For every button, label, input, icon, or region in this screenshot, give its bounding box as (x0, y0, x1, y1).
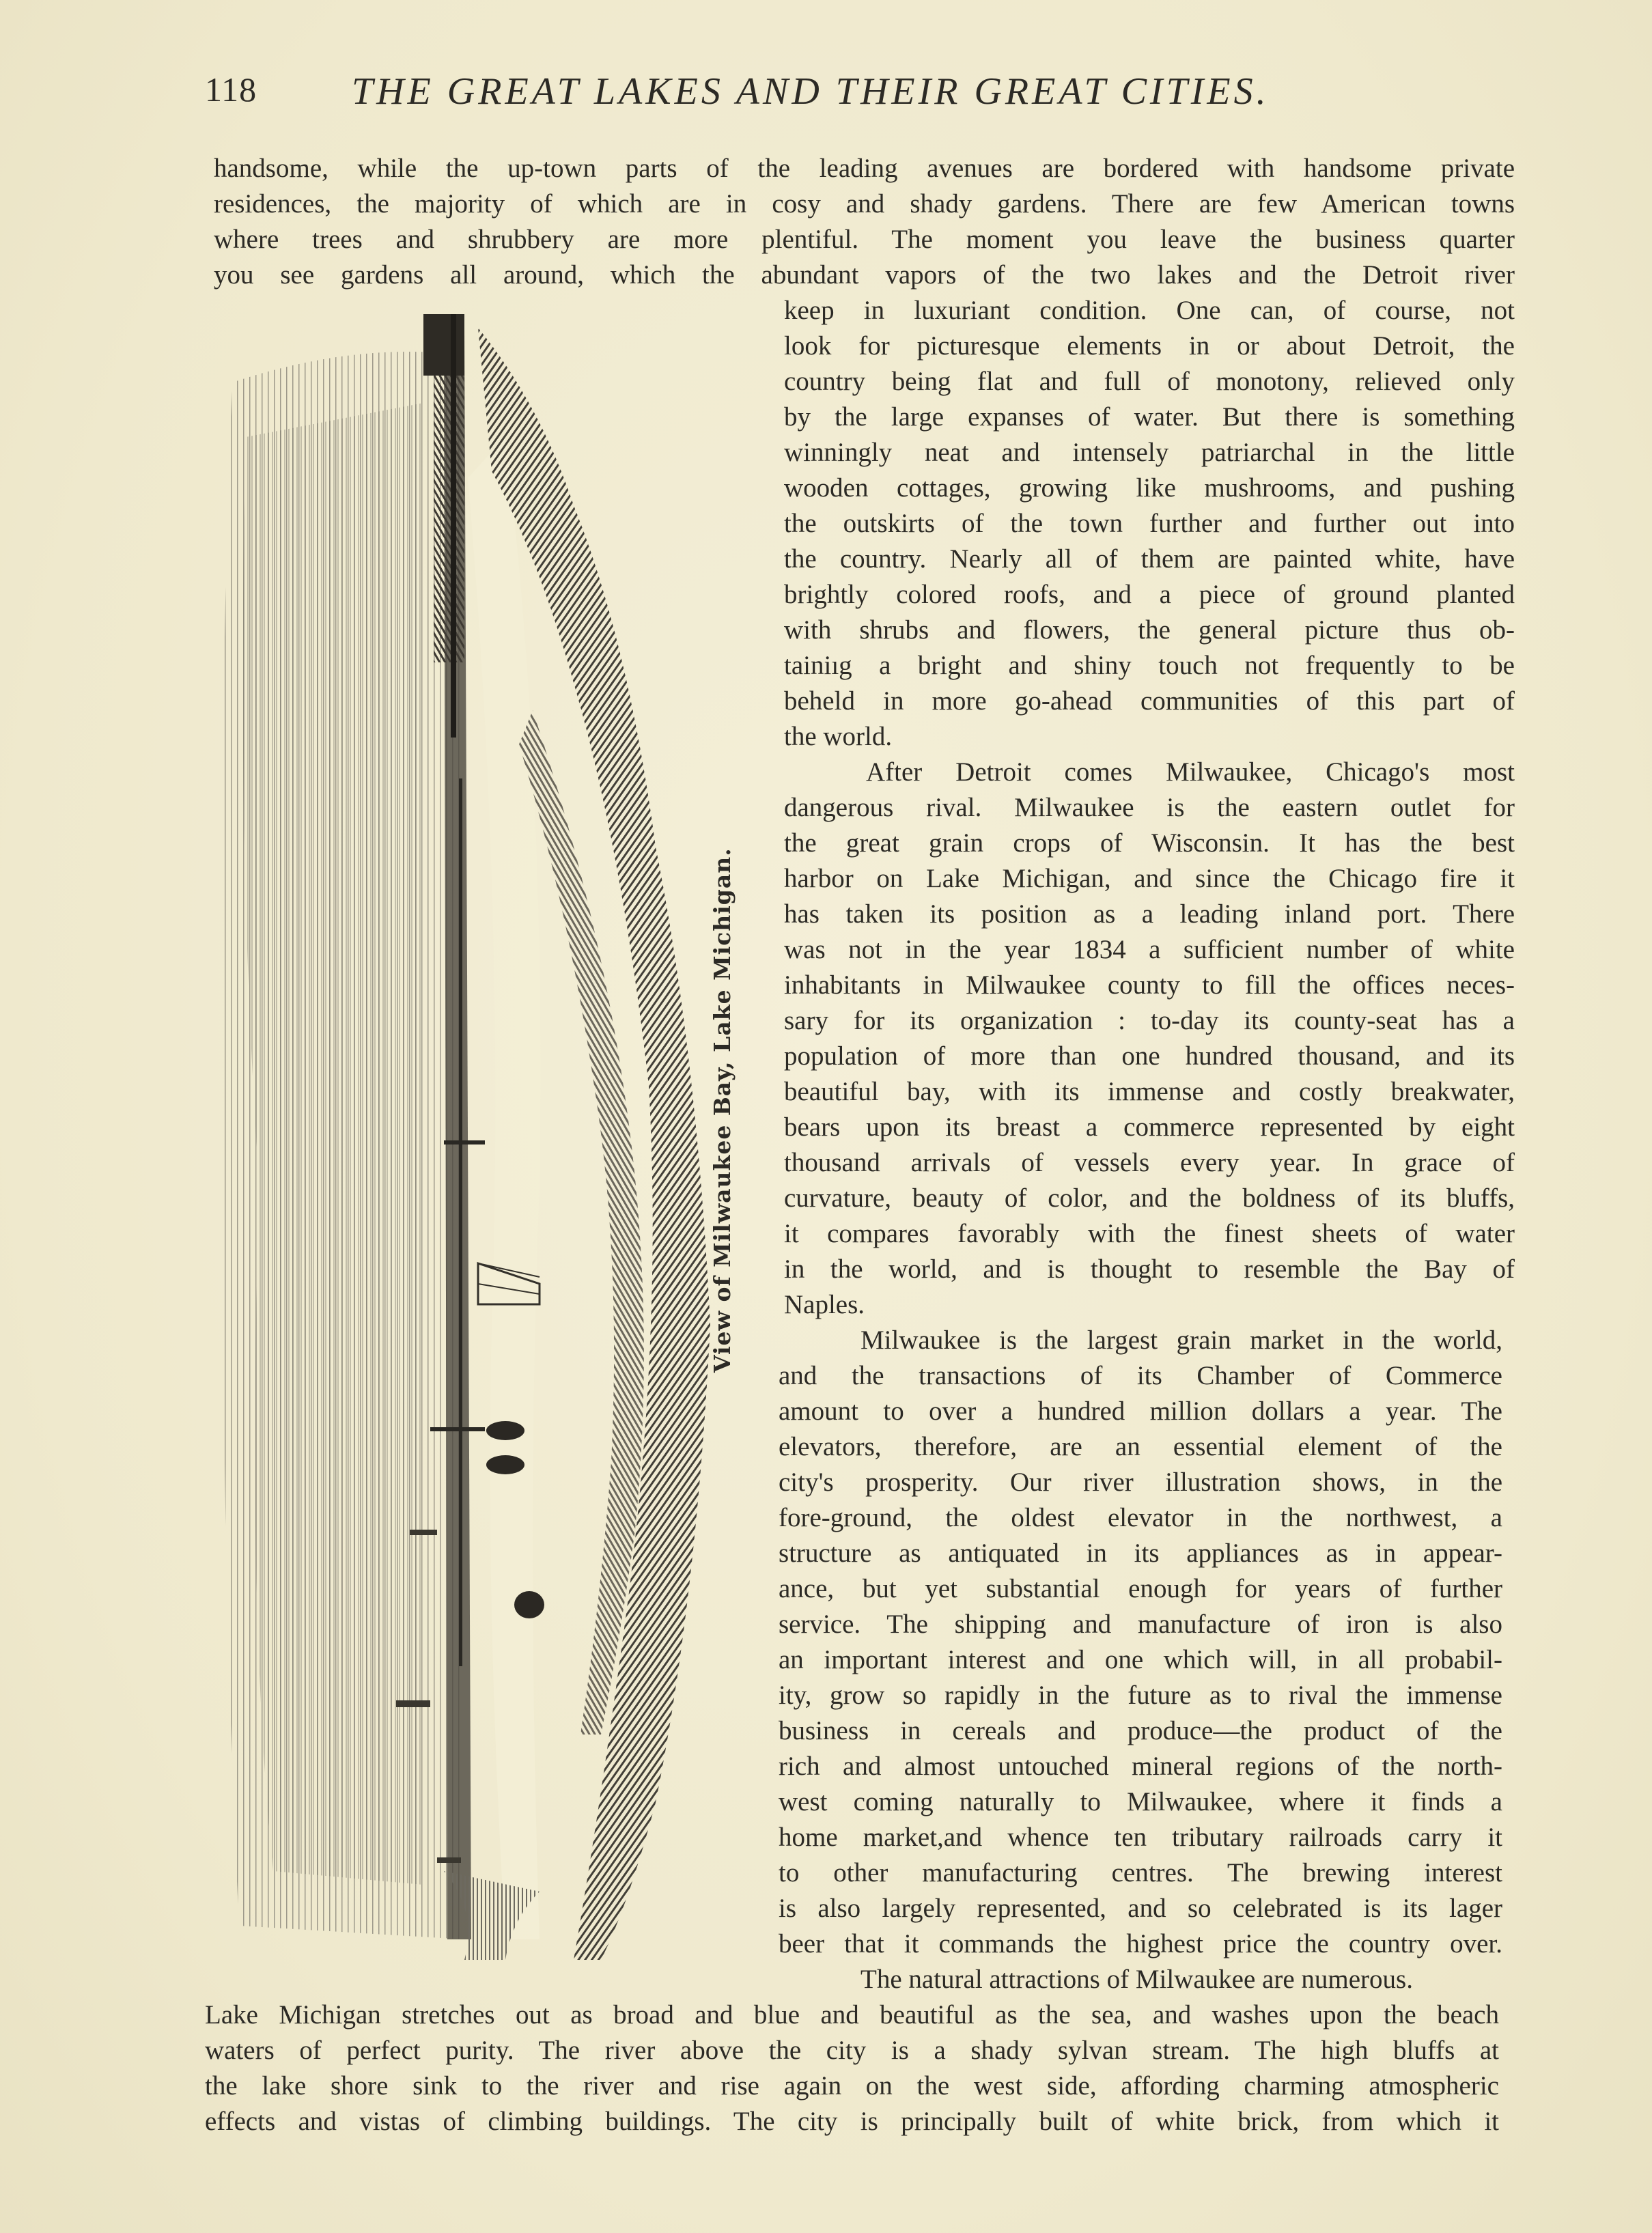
text-line: winningly neat and intensely patriarchal in the little (784, 438, 1515, 467)
text-line: Lake Michigan stretches out as broad and blue and beautiful as the sea, and washes upon the beach (205, 2000, 1499, 2030)
text-line: keep in luxuriant condition. One can, of course, not (784, 296, 1515, 325)
text-line: is also largely represented, and so celebrated is its lager (779, 1894, 1502, 1923)
text-line: has taken its position as a leading inland port. There (784, 899, 1515, 929)
text-line: the lake shore sink to the river and rise again on the west side, affording charming atmospheric (205, 2071, 1499, 2101)
text-line: bears upon its breast a commerce represented by eight (784, 1112, 1515, 1142)
text-line: the outskirts of the town further and further out into (784, 509, 1515, 538)
text-line: residences, the majority of which are in cosy and shady gardens. There are few American towns (214, 189, 1515, 219)
engraving-milwaukee-bay (219, 300, 720, 1960)
text-line: thousand arrivals of vessels every year. In grace of (784, 1148, 1515, 1177)
text-line: elevators, therefore, are an essential element of the (779, 1432, 1502, 1461)
text-line: beheld in more go-ahead communities of this part of (784, 686, 1515, 716)
text-line: an important interest and one which will, in all probabil- (779, 1645, 1502, 1674)
page-number: 118 (205, 70, 257, 109)
text-line: Milwaukee is the largest grain market in the world, (860, 1325, 1502, 1355)
text-line: population of more than one hundred thousand, and its (784, 1041, 1515, 1071)
text-line: After Detroit comes Milwaukee, Chicago's most (866, 757, 1515, 787)
illustration-caption: View of Milwaukee Bay, Lake Michigan. (709, 847, 736, 1373)
text-line: waters of perfect purity. The river above the city is a shady sylvan stream. The high bluffs at (205, 2036, 1499, 2065)
text-line: structure as antiquated in its appliances as in appear- (779, 1539, 1502, 1568)
text-line: sary for its organization : to-day its county-seat has a (784, 1006, 1515, 1035)
text-line: curvature, beauty of color, and the boldness of its bluffs, (784, 1183, 1515, 1213)
running-head (205, 70, 1386, 124)
text-line: to other manufacturing centres. The brewing interest (779, 1858, 1502, 1887)
text-line: business in cereals and produce—the product of the (779, 1716, 1502, 1745)
text-line: effects and vistas of climbing buildings. The city is principally built of white brick, from which it (205, 2107, 1499, 2136)
text-line: harbor on Lake Michigan, and since the Chicago fire it (784, 864, 1515, 893)
text-line: ity, grow so rapidly in the future as to rival the immense (779, 1681, 1502, 1710)
text-line: by the large expanses of water. But there is something (784, 402, 1515, 432)
text-line: home market,and whence ten tributary railroads carry it (779, 1823, 1502, 1852)
text-line: the country. Nearly all of them are painted white, have (784, 544, 1515, 574)
text-line: look for picturesque elements in or about Detroit, the (784, 331, 1515, 361)
text-line: wooden cottages, growing like mushrooms, and pushing (784, 473, 1515, 503)
text-line: beer that it commands the highest price the country over. (779, 1929, 1502, 1958)
text-line: service. The shipping and manufacture of iron is also (779, 1610, 1502, 1639)
text-line: ance, but yet substantial enough for years of further (779, 1574, 1502, 1603)
text-line: city's prosperity. Our river illustration shows, in the (779, 1467, 1502, 1497)
text-line: inhabitants in Milwaukee county to fill the offices neces- (784, 970, 1515, 1000)
text-line: amount to over a hundred million dollars a year. The (779, 1396, 1502, 1426)
text-line: Naples. (784, 1290, 865, 1319)
text-line: in the world, and is thought to resemble the Bay of (784, 1254, 1515, 1284)
text-line: where trees and shrubbery are more plentiful. The moment you leave the business quarter (214, 225, 1515, 254)
text-line: The natural attractions of Milwaukee are numerous. (860, 1965, 1413, 1994)
text-line: brightly colored roofs, and a piece of ground planted (784, 580, 1515, 609)
text-line: handsome, while the up-town parts of the leading avenues are bordered with handsome private (214, 154, 1515, 183)
text-line: west coming naturally to Milwaukee, where it finds a (779, 1787, 1502, 1816)
text-line: fore-ground, the oldest elevator in the northwest, a (779, 1503, 1502, 1532)
text-line: tainiıg a bright and shiny touch not frequently to be (784, 651, 1515, 680)
text-line: it compares favorably with the finest sheets of water (784, 1219, 1515, 1248)
text-line: rich and almost untouched mineral regions of the north- (779, 1752, 1502, 1781)
text-line: the great grain crops of Wisconsin. It has the best (784, 828, 1515, 858)
running-title: THE GREAT LAKES AND THEIR GREAT CITIES. (352, 70, 1270, 113)
text-line: country being flat and full of monotony, relieved only (784, 367, 1515, 396)
text-line: dangerous rival. Milwaukee is the eastern outlet for (784, 793, 1515, 822)
text-line: the world. (784, 722, 893, 751)
text-line: you see gardens all around, which the abundant vapors of the two lakes and the Detroit river (214, 260, 1515, 290)
text-line: beautiful bay, with its immense and costly breakwater, (784, 1077, 1515, 1106)
text-line: with shrubs and flowers, the general picture thus ob- (784, 615, 1515, 645)
text-line: and the transactions of its Chamber of Commerce (779, 1361, 1502, 1390)
text-line: was not in the year 1834 a sufficient number of white (784, 935, 1515, 964)
